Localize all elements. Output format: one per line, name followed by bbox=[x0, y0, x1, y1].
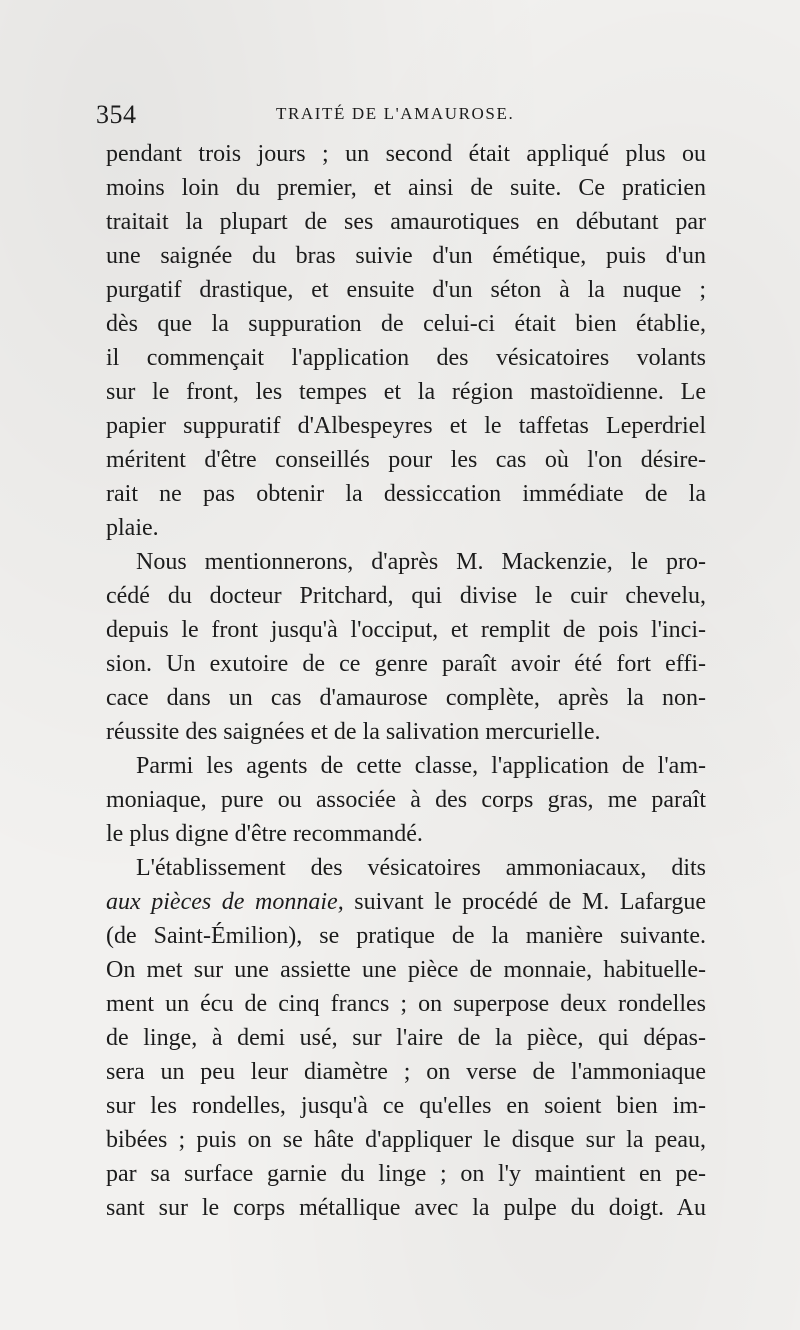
italic-phrase: aux pièces de monnaie, bbox=[106, 889, 344, 915]
body-text bbox=[106, 137, 706, 1225]
text-line: une saignée du bras suivie d'un émétique, puis d'un bbox=[106, 243, 706, 269]
text-line: plaie. bbox=[106, 515, 159, 541]
text-line: rait ne pas obtenir la dessiccation immédiate de la bbox=[106, 481, 706, 507]
text-line: On met sur une assiette une pièce de monnaie, habituelle- bbox=[106, 957, 706, 983]
text-line: purgatif drastique, et ensuite d'un séton à la nuque ; bbox=[106, 277, 706, 303]
text-line: sur le front, les tempes et la région mastoïdienne. Le bbox=[106, 379, 706, 405]
running-title: TRAITÉ DE L'AMAUROSE. bbox=[276, 104, 515, 123]
text-line: cace dans un cas d'amaurose complète, après la non- bbox=[106, 685, 706, 711]
text-line-with-italic bbox=[106, 885, 706, 919]
text-line: cédé du docteur Pritchard, qui divise le cuir chevelu, bbox=[106, 583, 706, 609]
text-line: moniaque, pure ou associée à des corps gras, me paraît bbox=[106, 787, 706, 813]
text-line: sera un peu leur diamètre ; on verse de l'ammoniaque bbox=[106, 1059, 706, 1085]
text-line: il commençait l'application des vésicatoires volants bbox=[106, 345, 706, 371]
text-line-rest: suivant le procédé de M. Lafargue bbox=[354, 889, 707, 915]
page-number: 354 bbox=[96, 100, 137, 129]
text-line: méritent d'être conseillés pour les cas où l'on désire- bbox=[106, 447, 706, 473]
text-line: sur les rondelles, jusqu'à ce qu'elles en soient bien im- bbox=[106, 1093, 706, 1119]
text-line: papier suppuratif d'Albespeyres et le taffetas Leperdriel bbox=[106, 413, 706, 439]
text-line: dès que la suppuration de celui-ci était bien établie, bbox=[106, 311, 706, 337]
text-line: sion. Un exutoire de ce genre paraît avoir été fort effi- bbox=[106, 651, 706, 677]
text-line: moins loin du premier, et ainsi de suite. Ce praticien bbox=[106, 175, 706, 201]
page-header bbox=[96, 100, 706, 130]
text-line: par sa surface garnie du linge ; on l'y maintient en pe- bbox=[106, 1161, 706, 1187]
text-line: bibées ; puis on se hâte d'appliquer le disque sur la peau, bbox=[106, 1127, 706, 1153]
text-line: Nous mentionnerons, d'après M. Mackenzie, le pro- bbox=[136, 549, 706, 575]
text-line: depuis le front jusqu'à l'occiput, et remplit de pois l'inci- bbox=[106, 617, 706, 643]
text-line: pendant trois jours ; un second était appliqué plus ou bbox=[106, 141, 706, 167]
text-line: de linge, à demi usé, sur l'aire de la pièce, qui dépas- bbox=[106, 1025, 706, 1051]
text-line: (de Saint-Émilion), se pratique de la manière suivante. bbox=[106, 923, 706, 949]
text-line: le plus digne d'être recommandé. bbox=[106, 821, 423, 847]
text-line: sant sur le corps métallique avec la pulpe du doigt. Au bbox=[106, 1195, 706, 1221]
text-line: Parmi les agents de cette classe, l'application de l'am- bbox=[136, 753, 706, 779]
text-line: L'établissement des vésicatoires ammoniacaux, dits bbox=[136, 855, 706, 881]
text-line: réussite des saignées et de la salivation mercurielle. bbox=[106, 719, 601, 745]
text-line: ment un écu de cinq francs ; on superpose deux rondelles bbox=[106, 991, 706, 1017]
text-line: traitait la plupart de ses amaurotiques en débutant par bbox=[106, 209, 706, 235]
